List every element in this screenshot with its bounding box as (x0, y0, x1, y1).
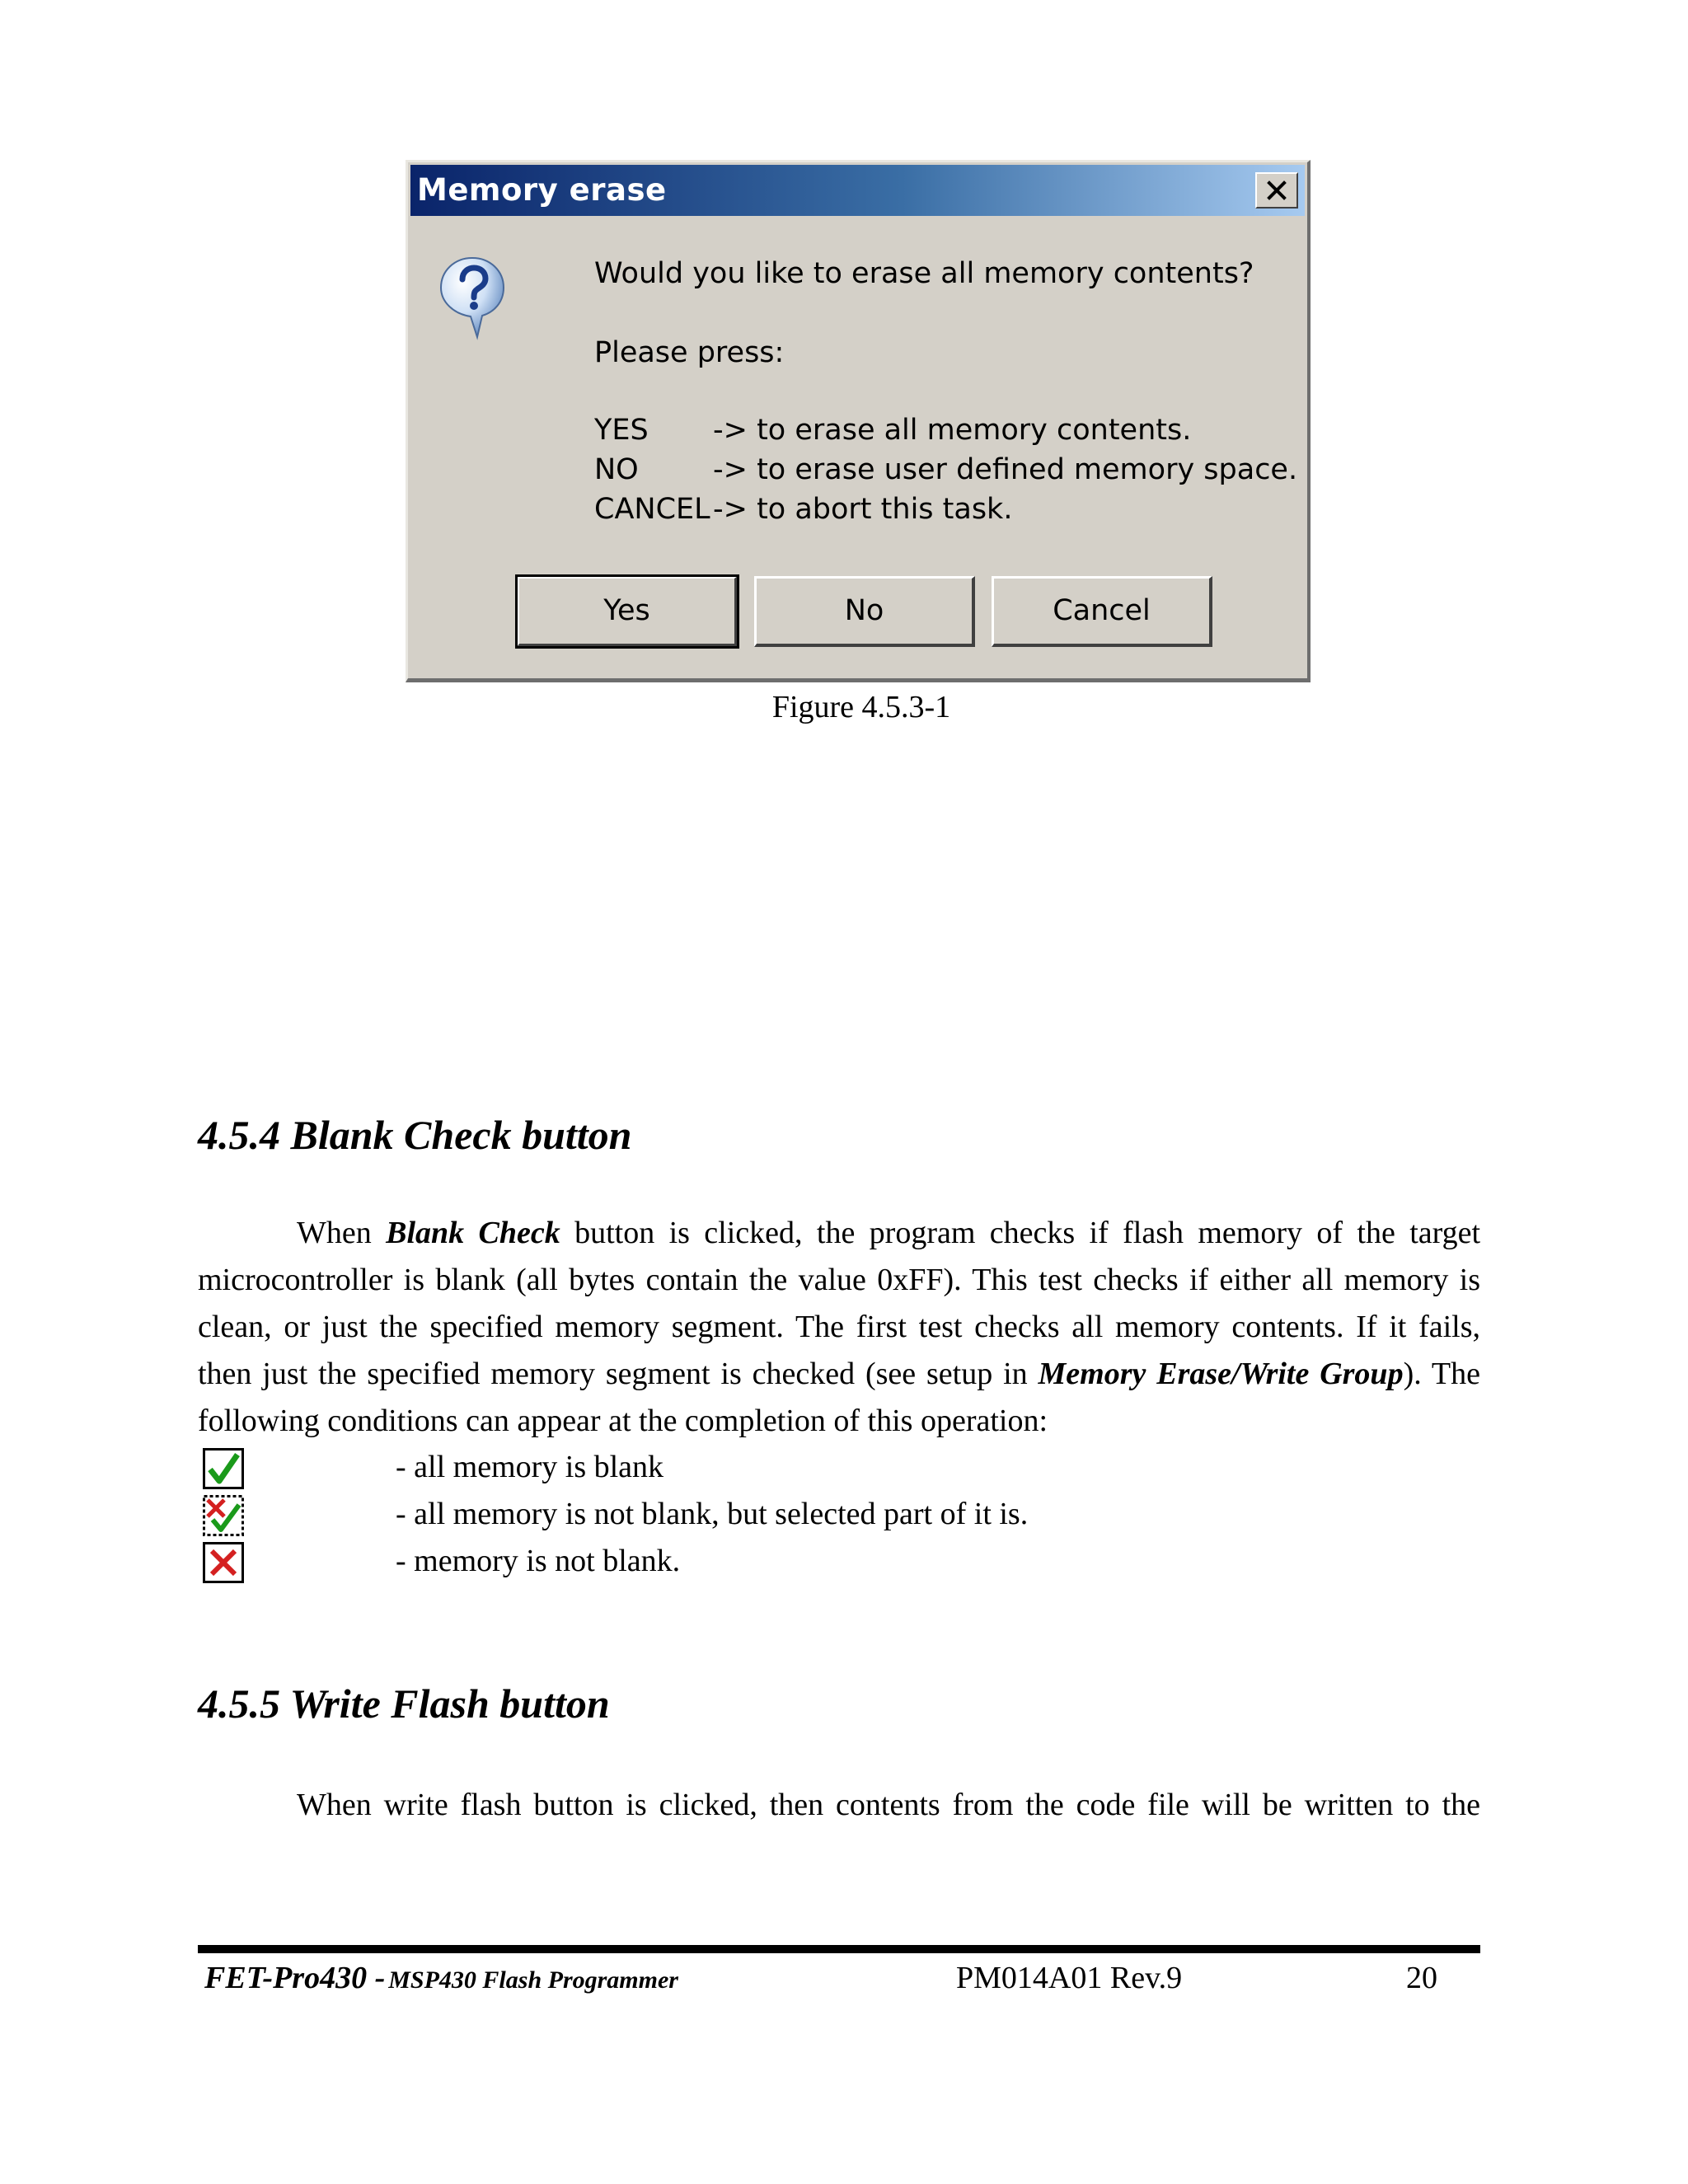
condition-text: - all memory is not blank, but selected part of it is. (396, 1497, 1029, 1531)
paragraph-line: clean, or just the specified memory segment. The first test checks all memory contents. If it fails, (198, 1310, 1480, 1344)
paragraph-line: following conditions can appear at the completion of this operation: (198, 1404, 1048, 1438)
partial-check-icon (203, 1495, 244, 1536)
dialog-close-button[interactable] (1255, 172, 1298, 209)
dialog-press-text: Please press: (594, 336, 785, 369)
text-run: When (297, 1216, 387, 1250)
paragraph-line: When write flash button is clicked, then contents from the code file will be written to the (297, 1788, 1480, 1822)
cancel-button[interactable]: Cancel (992, 576, 1212, 647)
section-heading-write-flash: 4.5.5 Write Flash button (198, 1680, 610, 1727)
emphasis-blank-check: Blank Check (386, 1216, 560, 1250)
page-number: 20 (1406, 1961, 1437, 1995)
paragraph-line: microcontroller is blank (all bytes contain the value 0xFF). This test checks if either all memory is (198, 1263, 1480, 1297)
option-key-yes: YES (594, 414, 649, 447)
write-flash-paragraph (198, 1782, 1480, 1829)
question-icon (439, 255, 505, 340)
section-heading-blank-check: 4.5.4 Blank Check button (198, 1112, 632, 1158)
red-x-icon (203, 1542, 244, 1583)
dialog-titlebar (410, 165, 1305, 216)
option-desc-no: -> to erase user defined memory space. (713, 453, 1298, 486)
green-check-icon (203, 1448, 244, 1489)
option-desc-cancel: -> to abort this task. (713, 493, 1013, 526)
option-key-cancel: CANCEL (594, 493, 710, 526)
option-desc-yes: -> to erase all memory contents. (713, 414, 1192, 447)
condition-text: - all memory is blank (396, 1450, 664, 1484)
dialog-title: Memory erase (417, 172, 667, 208)
footer-product (204, 1960, 678, 1996)
text-run: ). The (1403, 1357, 1480, 1391)
footer-product-subtitle: MSP430 Flash Programmer (388, 1966, 678, 1994)
blank-check-paragraph (198, 1210, 1480, 1445)
emphasis-memory-erase-write-group: Memory Erase/Write Group (1038, 1357, 1404, 1391)
dialog-question: Would you like to erase all memory contents? (594, 257, 1254, 290)
close-icon (1267, 180, 1287, 200)
footer-doc-id: PM014A01 Rev.9 (956, 1961, 1183, 1995)
footer-product-name: FET-Pro430 - (204, 1961, 386, 1995)
memory-erase-dialog (406, 160, 1311, 682)
text-run: button is clicked, the program checks if flash memory of the target (560, 1216, 1481, 1250)
condition-text: - memory is not blank. (396, 1544, 681, 1578)
text-run: then just the specified memory segment is checked (see setup in (198, 1357, 1039, 1391)
figure-caption: Figure 4.5.3-1 (771, 690, 951, 724)
footer-rule (198, 1945, 1480, 1953)
option-key-no: NO (594, 453, 639, 486)
no-button[interactable]: No (754, 576, 975, 647)
paragraph-line (198, 1210, 1480, 1257)
paragraph-line (198, 1351, 1480, 1398)
yes-button[interactable]: Yes (517, 576, 738, 647)
